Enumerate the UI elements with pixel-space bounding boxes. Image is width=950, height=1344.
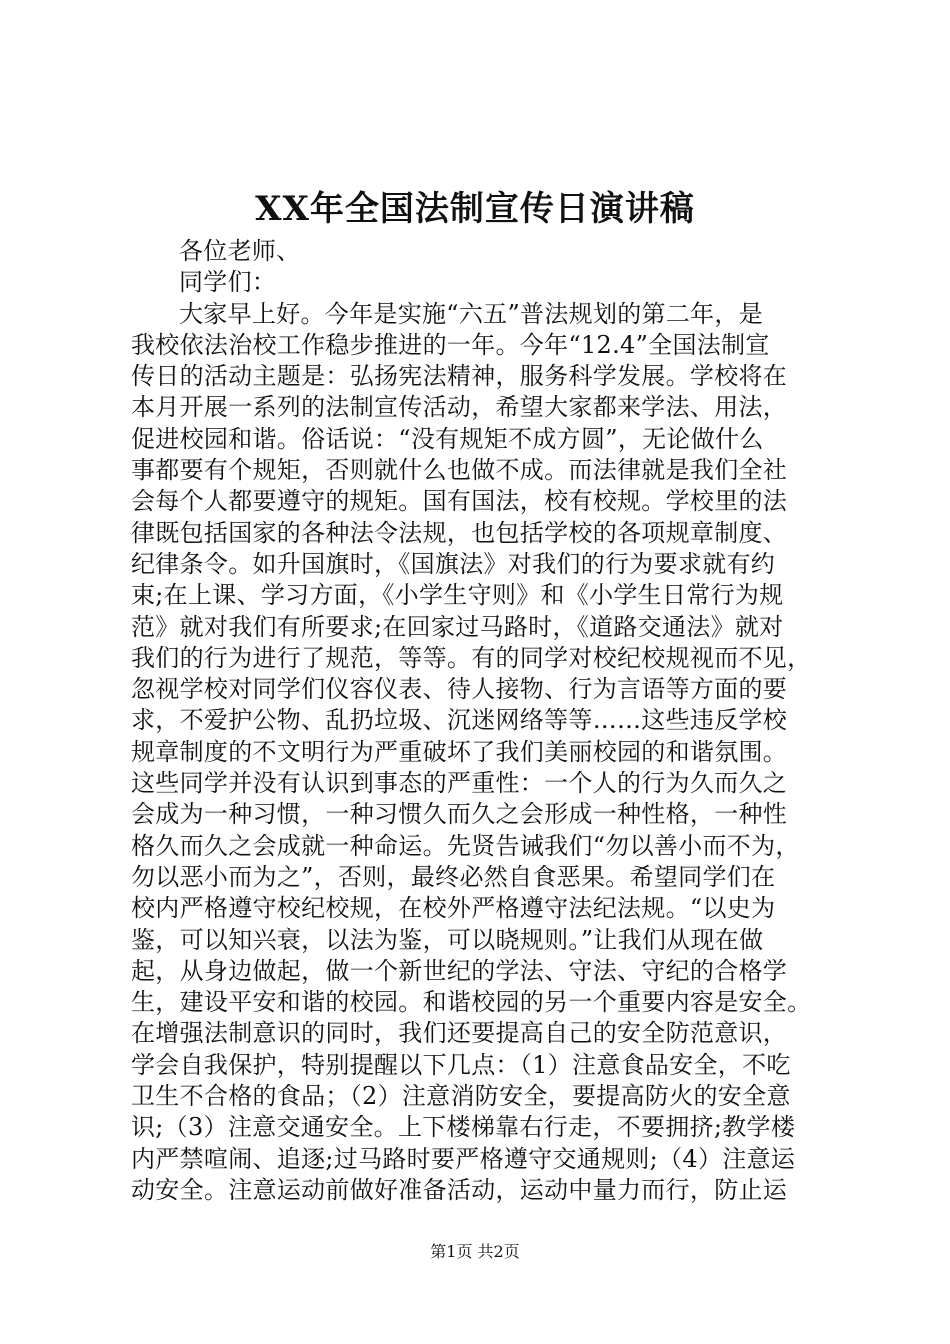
body-text-line: 规章制度的不文明行为严重破坏了我们美丽校园的和谐氛围。 [131,737,788,766]
page-indicator: 第1页 共2页 [430,1242,520,1261]
document-body [131,236,826,1206]
body-text-line: 律既包括国家的各种法令法规，也包括学校的各项规章制度、 [131,518,788,547]
body-text-line: 内严禁喧闹、追逐;过马路时要严格遵守交通规则;（4）注意运 [131,1144,796,1173]
body-text-line: 勿以恶小而为之”，否则，最终必然自食恶果。希望同学们在 [131,862,776,891]
body-text-line: 会每个人都要遵守的规矩。国有国法，校有校规。学校里的法 [131,487,788,516]
body-text-line: 求，不爱护公物、乱扔垃圾、沉迷网络等等……这些违反学校 [131,706,788,735]
body-text-line: 大家早上好。今年是实施“六五”普法规划的第二年，是 [179,299,764,328]
body-text-line: 起，从身边做起，做一个新世纪的学法、守法、守纪的合格学 [131,956,788,985]
body-text-line: 我校依法治校工作稳步推进的一年。今年“12.4”全国法制宣 [131,330,770,359]
document-title: XX年全国法制宣传日演讲稿 [255,189,695,229]
body-text-line: 这些同学并没有认识到事态的严重性：一个人的行为久而久之 [131,769,788,798]
body-text-line: 动安全。注意运动前做好准备活动，运动中量力而行，防止运 [131,1175,788,1204]
greeting-line: 各位老师、 [179,237,301,265]
body-text-line: 卫生不合格的食品；（2）注意消防安全，要提高防火的安全意 [131,1082,791,1111]
body-text-line: 纪律条令。如升国旗时，《国旗法》对我们的行为要求就有约 [131,549,776,578]
greeting-line: 同学们： [179,268,277,297]
body-text-line: 范》就对我们有所要求;在回家过马路时，《道路交通法》就对 [131,612,784,641]
body-text-line: 会成为一种习惯，一种习惯久而久之会形成一种性格，一种性 [131,800,788,829]
body-text-line: 本月开展一系列的法制宣传活动，希望大家都来学法、用法， [131,393,788,422]
body-text-line: 在增强法制意识的同时，我们还要提高自己的安全防范意识， [131,1019,788,1048]
body-text-line: 传日的活动主题是：弘扬宪法精神，服务科学发展。学校将在 [131,362,788,391]
body-text-line: 学会自我保护，特别提醒以下几点：（1）注意食品安全，不吃 [131,1050,791,1079]
body-paragraph [131,299,826,1207]
body-text-line: 忽视学校对同学们仪容仪表、待人接物、行为言语等方面的要 [131,675,788,704]
body-text-line: 生，建设平安和谐的校园。和谐校园的另一个重要内容是安全。 [131,988,812,1017]
body-text-line: 校内严格遵守校纪校规，在校外严格遵守法纪法规。“以史为 [131,894,776,923]
body-text-line: 促进校园和谐。俗话说：“没有规矩不成方圆”，无论做什么 [131,424,764,453]
body-text-line: 格久而久之会成就一种命运。先贤告诫我们“勿以善小而不为， [131,831,800,860]
body-text-line: 束;在上课、学习方面，《小学生守则》和《小学生日常行为规 [131,581,784,610]
body-text-line: 识;（3）注意交通安全。上下楼梯靠右行走，不要拥挤;教学楼 [131,1113,796,1142]
body-text-line: 我们的行为进行了规范，等等。有的同学对校纪校规视而不见， [131,643,812,672]
body-text-line: 事都要有个规矩，否则就什么也做不成。而法律就是我们全社 [131,456,788,485]
body-text-line: 鉴，可以知兴衰，以法为鉴，可以晓规则。”让我们从现在做 [131,925,764,954]
